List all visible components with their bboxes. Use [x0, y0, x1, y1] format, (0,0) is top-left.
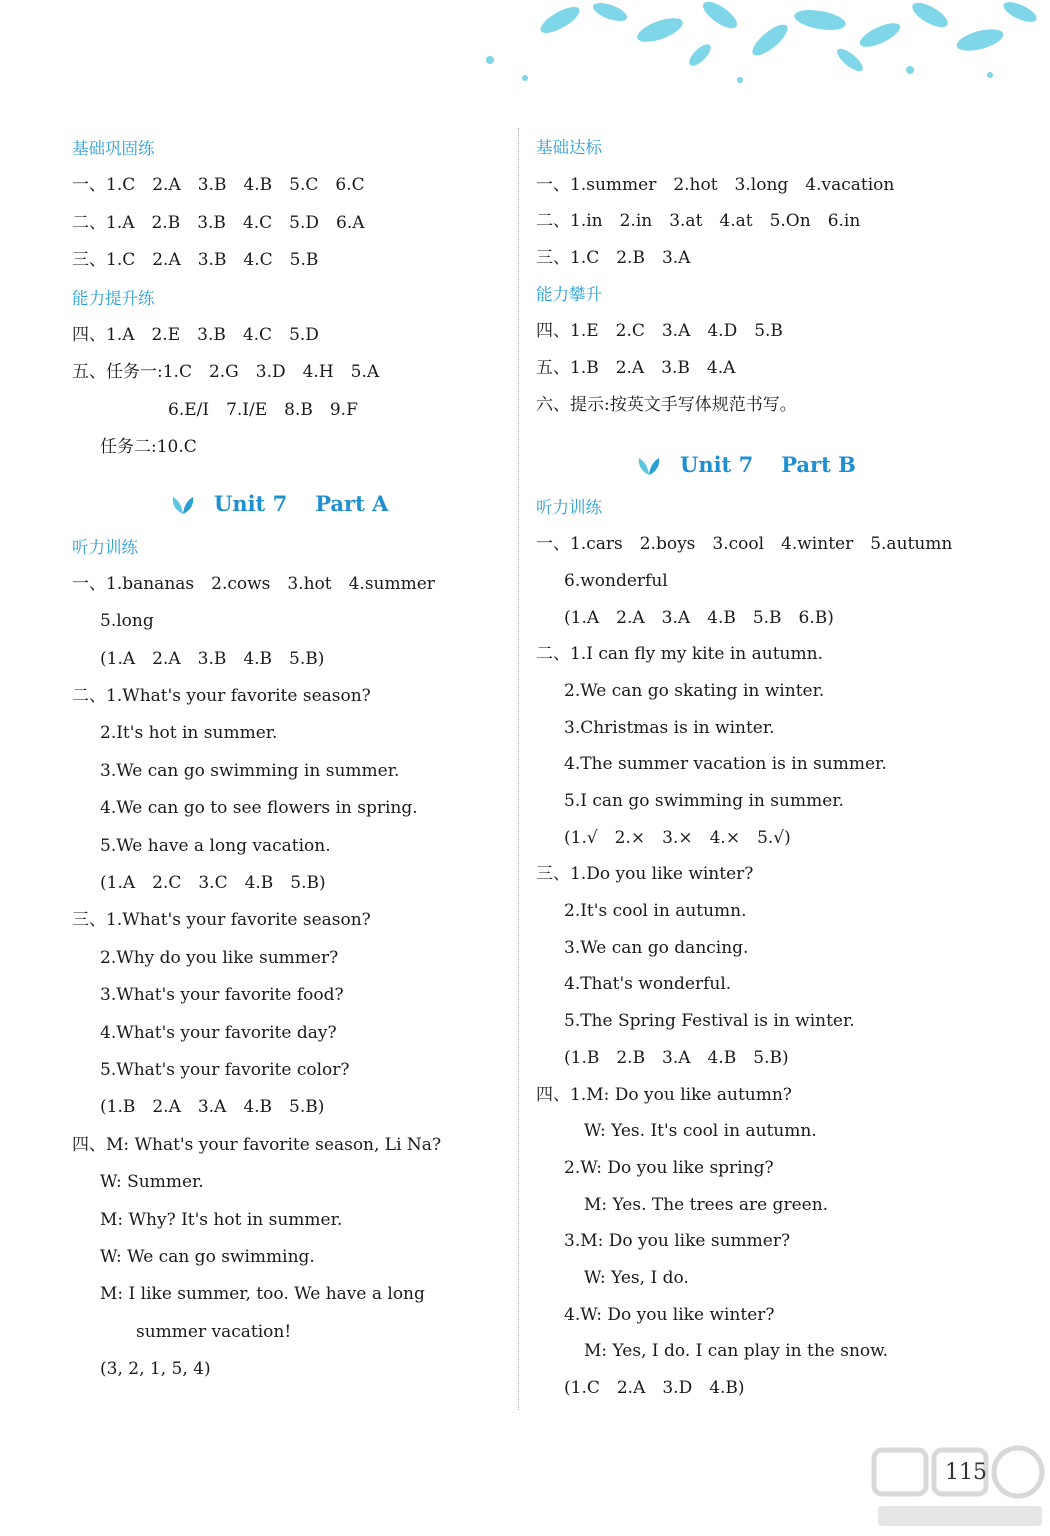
answer-line: (1.A 2.A 3.A 4.B 5.B 6.B): [564, 607, 834, 628]
answer-line: M: Yes, I do. I can play in the snow.: [584, 1341, 889, 1362]
answer-line: W: Summer.: [100, 1172, 204, 1193]
answer-line: 2.We can go skating in winter.: [564, 680, 825, 701]
answer-line: 3.We can go dancing.: [564, 937, 749, 958]
answer-line: 三、1.Do you like winter?: [536, 864, 754, 885]
answer-line: 4.We can go to see flowers in spring.: [100, 798, 418, 819]
answer-line: 一、1.bananas 2.cows 3.hot 4.summer: [72, 573, 435, 594]
answer-line: 6.E/I 7.I/E 8.B 9.F: [168, 399, 358, 420]
answer-line: 任务二:10.C: [100, 437, 197, 458]
section-title: 基础巩固练: [72, 139, 155, 158]
watermark-logo: [868, 1440, 1048, 1532]
column-divider: [518, 128, 519, 1410]
answer-line: (1.B 2.A 3.A 4.B 5.B): [100, 1097, 325, 1118]
section-title: 能力提升练: [72, 288, 155, 308]
answer-line: 3.We can go swimming in summer.: [100, 760, 400, 781]
unit-label: Unit 7: [214, 490, 288, 516]
answer-line: M: Yes. The trees are green.: [584, 1194, 829, 1215]
answer-line: W: Yes. It's cool in autumn.: [584, 1121, 817, 1142]
answer-line: 四、1.A 2.E 3.B 4.C 5.D: [72, 324, 319, 345]
unit-label: Unit 7: [680, 451, 754, 477]
answer-line: 5.The Spring Festival is in winter.: [564, 1011, 855, 1032]
section-title: 能力攀升: [536, 284, 602, 304]
answer-line: (1.C 2.A 3.D 4.B): [564, 1378, 745, 1398]
answer-line: 2.It's hot in summer.: [100, 723, 278, 744]
answer-line: (3, 2, 1, 5, 4): [100, 1359, 211, 1380]
answer-line: 二、1.in 2.in 3.at 4.at 5.On 6.in: [536, 211, 861, 232]
answer-line: 一、1.cars 2.boys 3.cool 4.winter 5.autumn: [536, 534, 953, 555]
part-label: Part B: [781, 451, 856, 477]
answer-line: 2.W: Do you like spring?: [564, 1157, 774, 1178]
answer-line: 2.It's cool in autumn.: [564, 901, 747, 922]
section-title: 听力训练: [72, 537, 138, 557]
answer-line: 四、1.M: Do you like autumn?: [536, 1084, 792, 1105]
answer-line: (1.B 2.B 3.A 4.B 5.B): [564, 1047, 789, 1068]
answer-line: 6.wonderful: [564, 570, 668, 591]
leaf-icon: [636, 455, 662, 477]
answer-line: 一、1.summer 2.hot 3.long 4.vacation: [536, 174, 895, 195]
answer-line: 五、任务一:1.C 2.G 3.D 4.H 5.A: [72, 362, 380, 383]
answer-line: 六、提示:按英文手写体规范书写。: [536, 394, 797, 415]
answer-line: 四、1.E 2.C 3.A 4.D 5.B: [536, 321, 783, 342]
answer-line: 4.W: Do you like winter?: [564, 1304, 775, 1325]
leaf-decoration: [470, 0, 1050, 95]
page-number: 115: [945, 1460, 987, 1485]
answer-line: 5.long: [100, 611, 154, 632]
answer-line: 4.What's your favorite day?: [100, 1022, 337, 1043]
answer-line: 5.We have a long vacation.: [100, 835, 331, 856]
answer-line: 二、1.What's your favorite season?: [72, 686, 371, 707]
leaf-icon: [170, 494, 196, 516]
answer-line: (1.A 2.A 3.B 4.B 5.B): [100, 648, 325, 669]
part-label: Part A: [315, 490, 389, 516]
answer-line: 5.I can go swimming in summer.: [564, 791, 844, 811]
answer-line: 二、1.A 2.B 3.B 4.C 5.D 6.A: [72, 212, 365, 233]
answer-line: M: Why? It's hot in summer.: [100, 1209, 343, 1230]
right-column: [536, 130, 976, 1407]
left-column: [72, 130, 502, 1389]
answer-line: 一、1.C 2.A 3.B 4.B 5.C 6.C: [72, 175, 365, 196]
answer-line: M: I like summer, too. We have a long: [100, 1284, 425, 1305]
answer-line: 四、M: What's your favorite season, Li Na?: [72, 1134, 442, 1155]
answer-line: 三、1.What's your favorite season?: [72, 910, 371, 931]
answer-line: W: We can go swimming.: [100, 1246, 315, 1267]
answer-line: 二、1.I can fly my kite in autumn.: [536, 644, 823, 665]
answer-line: 4.The summer vacation is in summer.: [564, 754, 887, 775]
answer-line: 三、1.C 2.B 3.A: [536, 248, 691, 269]
answer-line: 三、1.C 2.A 3.B 4.C 5.B: [72, 250, 319, 271]
answer-line: 3.What's your favorite food?: [100, 985, 344, 1006]
answer-line: 五、1.B 2.A 3.B 4.A: [536, 358, 736, 379]
unit-heading: [72, 479, 502, 529]
section-title: 基础达标: [536, 138, 602, 157]
unit-heading: [536, 440, 976, 490]
answer-line: (1.A 2.C 3.C 4.B 5.B): [100, 873, 326, 894]
answer-line: 3.M: Do you like summer?: [564, 1231, 791, 1252]
answer-line: 3.Christmas is in winter.: [564, 717, 775, 738]
answer-line: 4.That's wonderful.: [564, 974, 732, 995]
answer-line: (1.√ 2.× 3.× 4.× 5.√): [564, 827, 791, 848]
answer-line: 2.Why do you like summer?: [100, 947, 339, 968]
answer-line: W: Yes, I do.: [584, 1267, 689, 1288]
answer-line: summer vacation!: [136, 1321, 292, 1342]
answer-line: 5.What's your favorite color?: [100, 1059, 350, 1080]
section-title: 听力训练: [536, 497, 602, 517]
